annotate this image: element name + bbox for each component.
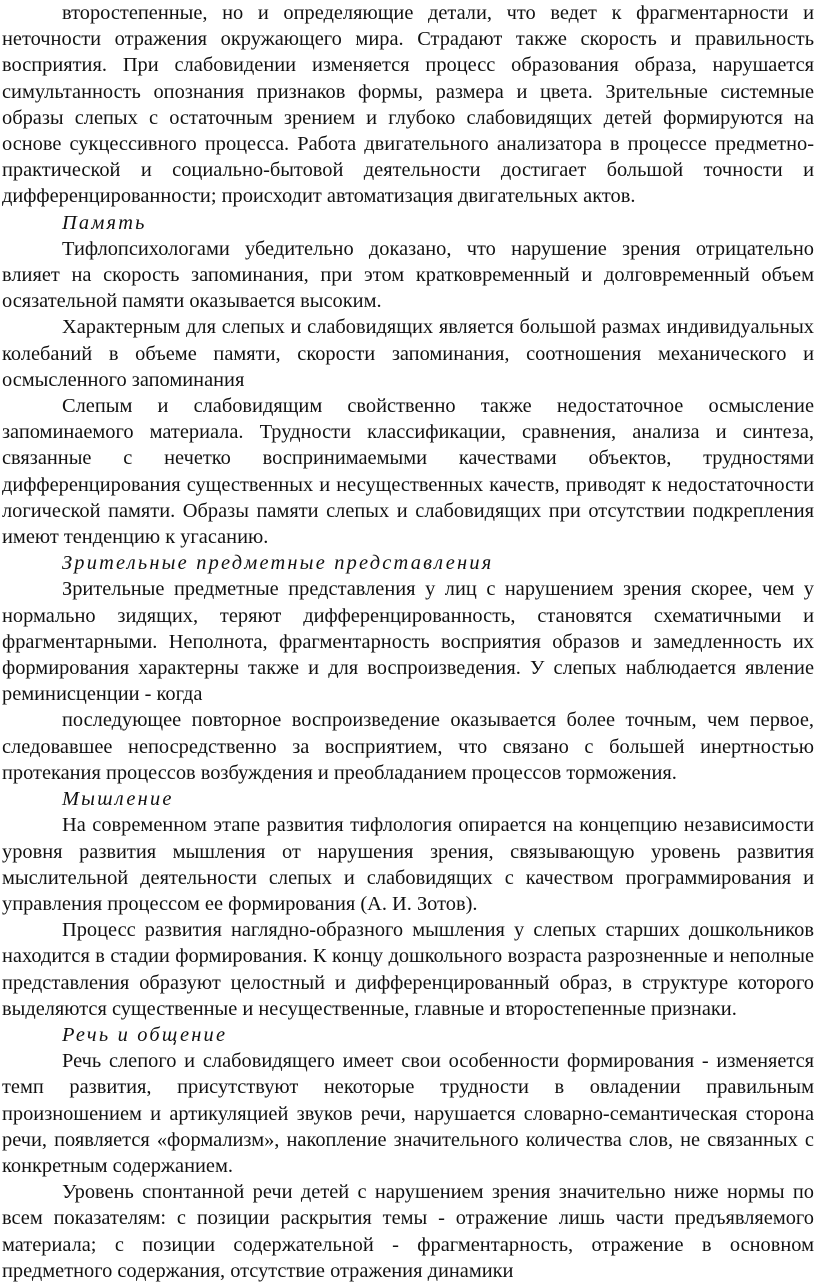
paragraph-representations-reminiscence: последующее повторное воспроизведение оказывается более точным, чем первое, следовавшее непосредственно за восприятием, что связано с большей инертностью протекания процессов возбуждения и преобладанием процессов торможения. xyxy=(2,709,814,784)
paragraph-representations-schematic: Зрительные предметные представления у лиц с нарушением зрения скорее, чем у нормально зидящих, теряют дифференцированность, становятся схематичными и фрагментарными. Неполнота, фрагментарность восприятия образов и замедленность их формирования характерны также и для воспроизведения. У слепых наблюдается явление реминисценции - когда xyxy=(2,578,814,706)
paragraph-thinking-preschool: Процесс развития наглядно-образного мышления у слепых старших дошкольников находится в стадии формирования. К концу дошкольного возраста разрозненные и неполные представления образуют целостный и дифференцированный образ, в структуре которого выделяются существенные и несущественные, главные и второстепенные признаки. xyxy=(2,919,814,1020)
section-heading-memory: Память xyxy=(62,211,147,234)
paragraph-memory-variation: Характерным для слепых и слабовидящих является большой размах индивидуальных колебаний в объеме памяти, скорости запоминания, соотношения механического и осмысленного запоминания xyxy=(2,316,814,391)
paragraph-visual-perception-end: второстепенные, но и определяющие детали, что ведет к фрагментарности и неточности отражения окружающего мира. Страдают также скорость и правильность восприятия. При слабовидении изменяется процесс образования образа, нарушается симультанность опознания признаков формы, размера и цвета. Зрительные системные образы слепых с остаточным зрением и глубоко слабовидящих детей формируются на основе сукцессивного процесса. Работа двигательного анализатора в процессе предметно-практической и социально-бытовой деятельности достигает большой точности и дифференцированности; происходит автоматизация двигательных актов. xyxy=(2,2,814,208)
section-heading-speech: Речь и общение xyxy=(62,1023,228,1046)
paragraph-speech-features: Речь слепого и слабовидящего имеет свои особенности формирования - изменяется темп развития, присутствуют некоторые трудности в овладении правильным произношением и артикуляцией звуков речи, нарушается словарно-семантическая сторона речи, появляется «формализм», накопление значительного количества слов, не связанных с конкретным содержанием. xyxy=(2,1050,814,1177)
paragraph-memory-comprehension: Слепым и слабовидящим свойственно также недостаточное осмысление запоминаемого материала. Трудности классификации, сравнения, анализа и синтеза, связанные с нечетко воспринимаемыми качествами объектов, трудностями дифференцирования существенных и несущественных качеств, приводят к недостаточности логической памяти. Образы памяти слепых и слабовидящих при отсутствии подкрепления имеют тенденцию к угасанию. xyxy=(2,395,814,549)
section-heading-thinking: Мышление xyxy=(62,788,174,811)
section-heading-visual-representations: Зрительные предметные представления xyxy=(62,552,494,575)
paragraph-memory-speed: Тифлопсихологами убедительно доказано, что нарушение зрения отрицательно влияет на скорость запоминания, при этом кратковременный и долговременный объем осязательной памяти оказывается высоким. xyxy=(2,237,814,313)
paragraph-speech-spontaneous: Уровень спонтанной речи детей с нарушением зрения значительно ниже нормы по всем показателям: с позиции раскрытия темы - отражение лишь части предъявляемого материала; с позиции содержательной - фрагментарность, отражение в основном предметного содержания, отсутствие отражения динамики xyxy=(2,1181,814,1282)
paragraph-thinking-concept: На современном этапе развития тифлология опирается на концепцию независимости уровня развития мышления от нарушения зрения, связывающую уровень развития мыслительной деятельности слепых и слабовидящих с качеством программирования и управления процессом ее формирования (А. И. Зотов). xyxy=(2,814,814,915)
